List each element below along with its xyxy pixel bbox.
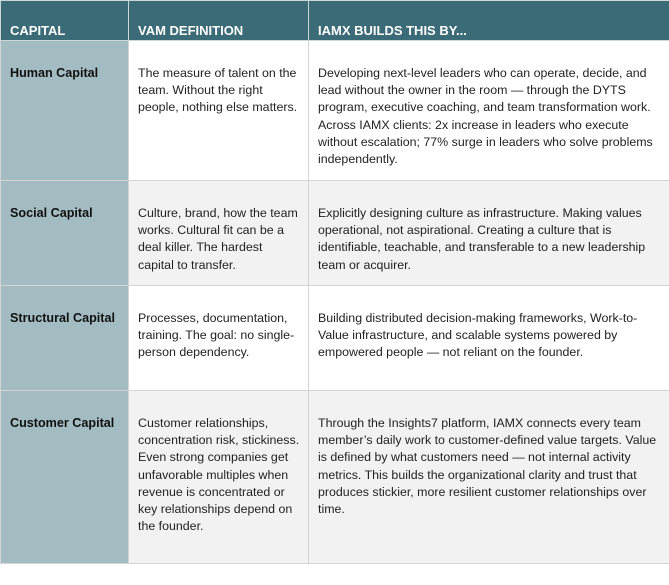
table-row-human-capital [1, 41, 669, 181]
header-vam-definition: VAM DEFINITION [129, 1, 309, 41]
header-iamx-builds: IAMX BUILDS THIS BY... [309, 1, 669, 41]
row-iamx-builds: Explicitly designing culture as infrastructure. Making values operational, not aspirational. Creating a culture that is identifiable, teachable, and transferable to a new leadership team or acquirer. [309, 181, 669, 286]
header-row [1, 1, 669, 41]
row-iamx-builds: Developing next-level leaders who can operate, decide, and lead without the owner in the room — through the DYTS program, executive coaching, and team transformation work. Across IAMX clients: 2x increase in leaders who execute without escalation; 77% surge in leaders who solve problems independently. [309, 41, 669, 181]
table-row-social-capital [1, 181, 669, 286]
row-vam-definition: Customer relationships, concentration risk, stickiness. Even strong companies get unfavorable multiples when revenue is concentrated or key relationships depend on the founder. [129, 391, 309, 564]
row-iamx-builds: Building distributed decision-making frameworks, Work-to-Value infrastructure, and scalable systems powered by empowered people — not reliant on the founder. [309, 286, 669, 391]
table-row-structural-capital [1, 286, 669, 391]
table-row-customer-capital [1, 391, 669, 564]
header-capital: CAPITAL [1, 1, 129, 41]
row-capital-name: Social Capital [1, 181, 129, 286]
row-vam-definition: Processes, documentation, training. The goal: no single-person dependency. [129, 286, 309, 391]
row-capital-name: Structural Capital [1, 286, 129, 391]
row-capital-name: Customer Capital [1, 391, 129, 564]
row-vam-definition: Culture, brand, how the team works. Cultural fit can be a deal killer. The hardest capital to transfer. [129, 181, 309, 286]
row-vam-definition: The measure of talent on the team. Without the right people, nothing else matters. [129, 41, 309, 181]
row-iamx-builds: Through the Insights7 platform, IAMX connects every team member’s daily work to customer-defined value targets. Value is defined by what customers need — not internal activity metrics. This builds the organizational clarity and trust that produces stickier, more resilient customer relationships over time. [309, 391, 669, 564]
row-capital-name: Human Capital [1, 41, 129, 181]
